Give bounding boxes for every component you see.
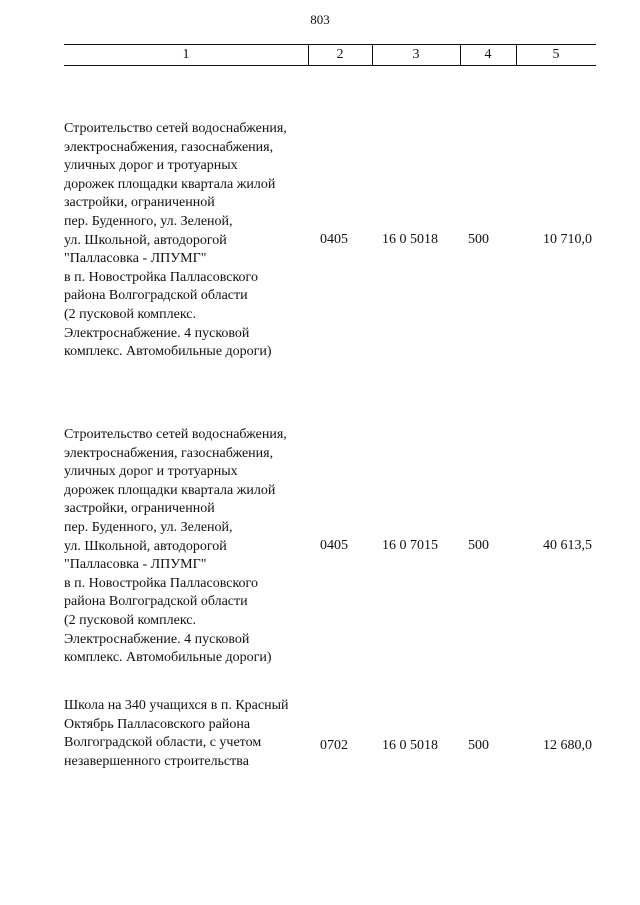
row-target-code: 16 0 5018 bbox=[382, 738, 438, 753]
row-section-code: 0405 bbox=[320, 538, 348, 553]
row-section-code: 0405 bbox=[320, 232, 348, 247]
page-number: 803 bbox=[310, 12, 330, 27]
row-section-code: 0702 bbox=[320, 738, 348, 753]
row-target-code: 16 0 5018 bbox=[382, 232, 438, 247]
column-header-5: 5 bbox=[552, 47, 560, 62]
column-header-4: 4 bbox=[460, 45, 517, 65]
row-description: Школа на 340 учащихся в п. Красный Октябрь Палласовского района Волгоградской области, с учетом незавершенного строительства bbox=[64, 698, 289, 769]
row-type-code: 500 bbox=[468, 738, 489, 753]
row-type-code: 500 bbox=[468, 538, 489, 553]
row-description: Строительство сетей водоснабжения, электроснабжения, газоснабжения, уличных дорог и тротуарных дорожек площадки квартала жилой застройки, ограниченной пер. Буденного, ул. Зеленой, ул. Школьной, автодорогой "Палласовка - ЛПУМГ" в п. Новостройка Палласовского района Волгоградской области (2 пусковой комплекс. Электроснабжение. 4 пусковой комплекс. Автомобильные дороги) bbox=[64, 427, 287, 666]
column-header-1: 1 bbox=[64, 45, 309, 65]
row-amount: 10 710,0 bbox=[543, 232, 592, 247]
row-description: Строительство сетей водоснабжения, электроснабжения, газоснабжения, уличных дорог и тротуарных дорожек площадки квартала жилой застройки, ограниченной пер. Буденного, ул. Зеленой, ул. Школьной, автодорогой "Палласовка - ЛПУМГ" в п. Новостройка Палласовского района Волгоградской области (2 пусковой комплекс. Электроснабжение. 4 пусковой комплекс. Автомобильные дороги) bbox=[64, 121, 287, 360]
table-header bbox=[64, 44, 596, 66]
column-header-3: 3 bbox=[372, 45, 461, 65]
row-amount: 40 613,5 bbox=[543, 538, 592, 553]
row-type-code: 500 bbox=[468, 232, 489, 247]
row-target-code: 16 0 7015 bbox=[382, 538, 438, 553]
row-amount: 12 680,0 bbox=[543, 738, 592, 753]
column-header-2: 2 bbox=[308, 45, 373, 65]
